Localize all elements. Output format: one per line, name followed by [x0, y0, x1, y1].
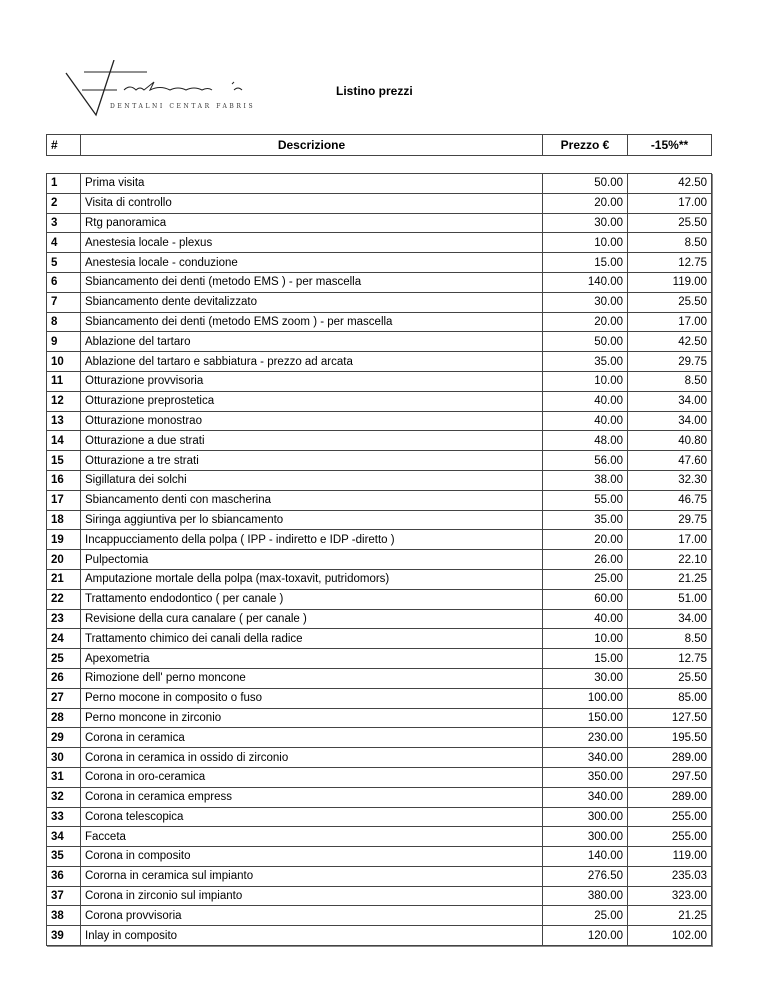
table-row — [47, 233, 712, 253]
row-description: Pulpectomia — [81, 550, 543, 570]
table-row — [47, 213, 712, 233]
row-number: 39 — [47, 926, 81, 946]
row-description: Otturazione provvisoria — [81, 371, 543, 391]
table-row — [47, 807, 712, 827]
row-number: 26 — [47, 668, 81, 688]
row-description: Trattamento endodontico ( per canale ) — [81, 589, 543, 609]
table-row — [47, 193, 712, 213]
row-number: 28 — [47, 708, 81, 728]
row-discount-price: 22.10 — [628, 550, 712, 570]
row-description: Facceta — [81, 827, 543, 847]
col-num-header: # — [47, 135, 81, 156]
row-price: 40.00 — [543, 411, 628, 431]
row-price: 100.00 — [543, 688, 628, 708]
row-number: 37 — [47, 886, 81, 906]
row-description: Corona in ceramica empress — [81, 787, 543, 807]
row-price: 10.00 — [543, 371, 628, 391]
table-row — [47, 253, 712, 273]
row-discount-price: 195.50 — [628, 728, 712, 748]
row-price: 140.00 — [543, 847, 628, 867]
table-row — [47, 332, 712, 352]
row-description: Siringa aggiuntiva per lo sbiancamento — [81, 510, 543, 530]
row-price: 276.50 — [543, 866, 628, 886]
row-number: 17 — [47, 490, 81, 510]
row-number: 27 — [47, 688, 81, 708]
row-discount-price: 42.50 — [628, 332, 712, 352]
row-number: 12 — [47, 391, 81, 411]
row-price: 300.00 — [543, 807, 628, 827]
row-description: Rimozione dell' perno moncone — [81, 668, 543, 688]
row-price: 340.00 — [543, 787, 628, 807]
row-price: 15.00 — [543, 649, 628, 669]
table-row — [47, 787, 712, 807]
row-number: 6 — [47, 272, 81, 292]
row-description: Anestesia locale - conduzione — [81, 253, 543, 273]
row-price: 120.00 — [543, 926, 628, 946]
table-row — [47, 728, 712, 748]
row-number: 35 — [47, 847, 81, 867]
row-price: 26.00 — [543, 550, 628, 570]
row-number: 32 — [47, 787, 81, 807]
row-discount-price: 127.50 — [628, 708, 712, 728]
row-description: Revisione della cura canalare ( per canale ) — [81, 609, 543, 629]
table-header — [46, 134, 712, 156]
table-row — [47, 649, 712, 669]
row-price: 55.00 — [543, 490, 628, 510]
table-row — [47, 272, 712, 292]
row-discount-price: 29.75 — [628, 510, 712, 530]
row-price: 38.00 — [543, 470, 628, 490]
row-description: Otturazione monostrao — [81, 411, 543, 431]
table-row — [47, 866, 712, 886]
row-price: 350.00 — [543, 767, 628, 787]
row-number: 31 — [47, 767, 81, 787]
table-row — [47, 510, 712, 530]
row-number: 9 — [47, 332, 81, 352]
row-price: 40.00 — [543, 609, 628, 629]
row-price: 140.00 — [543, 272, 628, 292]
row-description: Prima visita — [81, 174, 543, 194]
row-discount-price: 8.50 — [628, 629, 712, 649]
row-discount-price: 289.00 — [628, 748, 712, 768]
row-description: Cororna in ceramica sul impianto — [81, 866, 543, 886]
row-price: 300.00 — [543, 827, 628, 847]
row-price: 60.00 — [543, 589, 628, 609]
table-row — [47, 569, 712, 589]
row-number: 21 — [47, 569, 81, 589]
row-discount-price: 102.00 — [628, 926, 712, 946]
table-row — [47, 589, 712, 609]
table-row — [47, 926, 712, 946]
table-row — [47, 490, 712, 510]
table-row — [47, 451, 712, 471]
fabris-logo — [62, 60, 262, 120]
table-row — [47, 411, 712, 431]
row-discount-price: 25.50 — [628, 213, 712, 233]
row-number: 8 — [47, 312, 81, 332]
row-discount-price: 8.50 — [628, 233, 712, 253]
row-number: 29 — [47, 728, 81, 748]
col-price-header: Prezzo € — [543, 135, 628, 156]
row-description: Otturazione a due strati — [81, 431, 543, 451]
row-description: Corona telescopica — [81, 807, 543, 827]
row-description: Incappucciamento della polpa ( IPP - indiretto e IDP -diretto ) — [81, 530, 543, 550]
row-number: 20 — [47, 550, 81, 570]
table-row — [47, 767, 712, 787]
col-discount-header: -15%** — [628, 135, 712, 156]
row-description: Sbiancamento dente devitalizzato — [81, 292, 543, 312]
row-discount-price: 25.50 — [628, 292, 712, 312]
logo-subtitle: DENTALNI CENTAR FABRIS — [110, 103, 256, 110]
row-price: 20.00 — [543, 530, 628, 550]
row-discount-price: 34.00 — [628, 411, 712, 431]
row-price: 230.00 — [543, 728, 628, 748]
row-discount-price: 17.00 — [628, 193, 712, 213]
table-row — [47, 352, 712, 372]
row-description: Amputazione mortale della polpa (max-toxavit, putridomors) — [81, 569, 543, 589]
row-price: 30.00 — [543, 213, 628, 233]
row-description: Perno mocone in composito o fuso — [81, 688, 543, 708]
row-number: 14 — [47, 431, 81, 451]
row-description: Rtg panoramica — [81, 213, 543, 233]
row-description: Corona in oro-ceramica — [81, 767, 543, 787]
row-discount-price: 21.25 — [628, 906, 712, 926]
row-description: Ablazione del tartaro e sabbiatura - prezzo ad arcata — [81, 352, 543, 372]
row-price: 48.00 — [543, 431, 628, 451]
table-row — [47, 550, 712, 570]
row-discount-price: 12.75 — [628, 649, 712, 669]
row-description: Corona in ceramica — [81, 728, 543, 748]
row-number: 7 — [47, 292, 81, 312]
row-discount-price: 42.50 — [628, 174, 712, 194]
row-discount-price: 12.75 — [628, 253, 712, 273]
row-description: Sbiancamento dei denti (metodo EMS ) - per mascella — [81, 272, 543, 292]
row-discount-price: 289.00 — [628, 787, 712, 807]
row-number: 23 — [47, 609, 81, 629]
row-price: 25.00 — [543, 569, 628, 589]
row-number: 22 — [47, 589, 81, 609]
row-number: 33 — [47, 807, 81, 827]
row-description: Sigillatura dei solchi — [81, 470, 543, 490]
table-row — [47, 847, 712, 867]
row-description: Apexometria — [81, 649, 543, 669]
row-description: Otturazione preprostetica — [81, 391, 543, 411]
row-price: 50.00 — [543, 174, 628, 194]
table-row — [47, 886, 712, 906]
row-discount-price: 17.00 — [628, 530, 712, 550]
row-discount-price: 255.00 — [628, 827, 712, 847]
row-number: 30 — [47, 748, 81, 768]
row-number: 34 — [47, 827, 81, 847]
row-price: 30.00 — [543, 292, 628, 312]
row-description: Perno moncone in zirconio — [81, 708, 543, 728]
row-description: Otturazione a tre strati — [81, 451, 543, 471]
row-price: 150.00 — [543, 708, 628, 728]
table-row — [47, 708, 712, 728]
row-number: 2 — [47, 193, 81, 213]
table-row — [47, 629, 712, 649]
row-discount-price: 32.30 — [628, 470, 712, 490]
table-row — [47, 748, 712, 768]
row-description: Anestesia locale - plexus — [81, 233, 543, 253]
row-number: 36 — [47, 866, 81, 886]
row-description: Corona in zirconio sul impianto — [81, 886, 543, 906]
row-number: 1 — [47, 174, 81, 194]
row-price: 340.00 — [543, 748, 628, 768]
row-number: 25 — [47, 649, 81, 669]
page-title: Listino prezzi — [336, 84, 413, 98]
row-discount-price: 25.50 — [628, 668, 712, 688]
price-table — [46, 173, 712, 946]
row-number: 3 — [47, 213, 81, 233]
table-row — [47, 391, 712, 411]
row-description: Ablazione del tartaro — [81, 332, 543, 352]
row-discount-price: 40.80 — [628, 431, 712, 451]
row-discount-price: 17.00 — [628, 312, 712, 332]
row-discount-price: 255.00 — [628, 807, 712, 827]
row-number: 24 — [47, 629, 81, 649]
table-row — [47, 827, 712, 847]
row-discount-price: 21.25 — [628, 569, 712, 589]
row-description: Trattamento chimico dei canali della radice — [81, 629, 543, 649]
row-price: 56.00 — [543, 451, 628, 471]
row-number: 4 — [47, 233, 81, 253]
row-price: 40.00 — [543, 391, 628, 411]
row-price: 380.00 — [543, 886, 628, 906]
table-row — [47, 668, 712, 688]
table-row — [47, 688, 712, 708]
row-price: 20.00 — [543, 193, 628, 213]
table-row — [47, 431, 712, 451]
table-row — [47, 906, 712, 926]
row-number: 16 — [47, 470, 81, 490]
row-discount-price: 47.60 — [628, 451, 712, 471]
row-price: 10.00 — [543, 233, 628, 253]
row-description: Corona provvisoria — [81, 906, 543, 926]
row-number: 13 — [47, 411, 81, 431]
table-row — [47, 174, 712, 194]
col-desc-header: Descrizione — [81, 135, 543, 156]
row-price: 15.00 — [543, 253, 628, 273]
row-price: 10.00 — [543, 629, 628, 649]
row-price: 35.00 — [543, 352, 628, 372]
table-row — [47, 371, 712, 391]
row-number: 19 — [47, 530, 81, 550]
row-description: Corona in ceramica in ossido di zirconio — [81, 748, 543, 768]
row-description: Corona in composito — [81, 847, 543, 867]
table-row — [47, 312, 712, 332]
row-number: 18 — [47, 510, 81, 530]
row-description: Visita di controllo — [81, 193, 543, 213]
row-discount-price: 297.50 — [628, 767, 712, 787]
row-description: Inlay in composito — [81, 926, 543, 946]
row-discount-price: 34.00 — [628, 609, 712, 629]
row-discount-price: 29.75 — [628, 352, 712, 372]
row-discount-price: 34.00 — [628, 391, 712, 411]
row-discount-price: 51.00 — [628, 589, 712, 609]
table-row — [47, 609, 712, 629]
row-number: 5 — [47, 253, 81, 273]
row-price: 25.00 — [543, 906, 628, 926]
row-discount-price: 119.00 — [628, 847, 712, 867]
row-discount-price: 46.75 — [628, 490, 712, 510]
row-price: 35.00 — [543, 510, 628, 530]
row-number: 11 — [47, 371, 81, 391]
row-price: 30.00 — [543, 668, 628, 688]
table-row — [47, 530, 712, 550]
row-description: Sbiancamento denti con mascherina — [81, 490, 543, 510]
row-discount-price: 119.00 — [628, 272, 712, 292]
row-price: 50.00 — [543, 332, 628, 352]
table-row — [47, 470, 712, 490]
row-number: 10 — [47, 352, 81, 372]
row-discount-price: 85.00 — [628, 688, 712, 708]
row-discount-price: 323.00 — [628, 886, 712, 906]
row-number: 38 — [47, 906, 81, 926]
row-price: 20.00 — [543, 312, 628, 332]
row-description: Sbiancamento dei denti (metodo EMS zoom ) - per mascella — [81, 312, 543, 332]
row-discount-price: 235.03 — [628, 866, 712, 886]
row-discount-price: 8.50 — [628, 371, 712, 391]
row-number: 15 — [47, 451, 81, 471]
table-row — [47, 292, 712, 312]
